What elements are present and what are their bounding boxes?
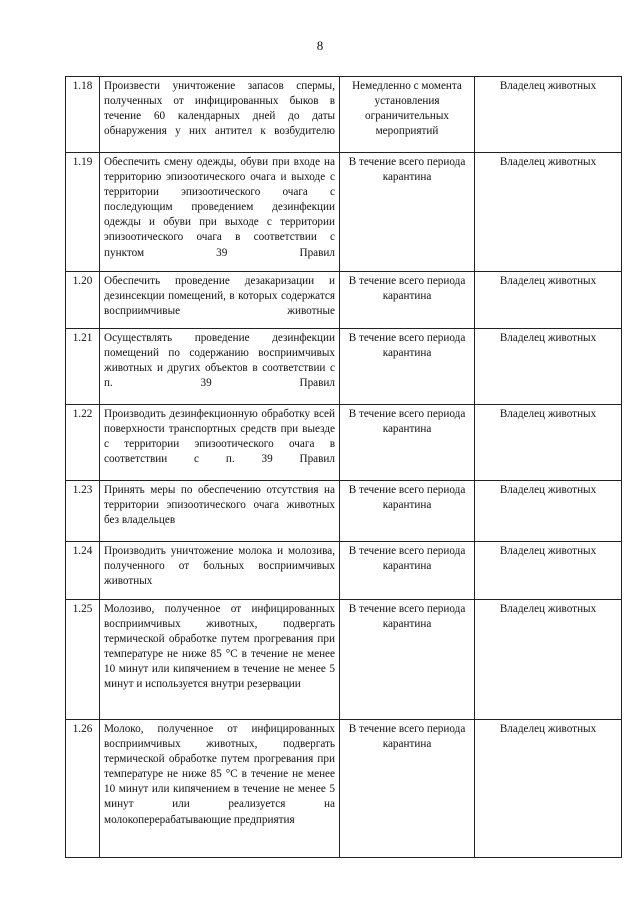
- row-number: 1.20: [66, 272, 100, 329]
- row-number: 1.25: [66, 600, 100, 720]
- table-row: [66, 77, 622, 153]
- row-term: Немедленно с момента установления ограничительных мероприятий: [340, 77, 475, 153]
- table-row: [66, 153, 622, 272]
- table-row: [66, 600, 622, 720]
- row-responsible: Владелец животных: [475, 600, 622, 720]
- row-number: 1.18: [66, 77, 100, 153]
- table-row: [66, 542, 622, 600]
- table-row: [66, 405, 622, 481]
- row-action: Обеспечить проведение дезакаризации и дезинсекции помещений, в которых содержатся восприимчивые животные: [100, 272, 340, 329]
- row-number: 1.23: [66, 481, 100, 542]
- row-responsible: Владелец животных: [475, 405, 622, 481]
- row-term: В течение всего периода карантина: [340, 329, 475, 405]
- row-term: В течение всего периода карантина: [340, 600, 475, 720]
- row-number: 1.21: [66, 329, 100, 405]
- row-term: В течение всего периода карантина: [340, 272, 475, 329]
- row-term: В течение всего периода карантина: [340, 153, 475, 272]
- row-term: В течение всего периода карантина: [340, 481, 475, 542]
- row-responsible: Владелец животных: [475, 481, 622, 542]
- row-action: Произвести уничтожение запасов спермы, полученных от инфицированных быков в течение 60 календарных дней до даты обнаружения у них антител к возбудителю: [100, 77, 340, 153]
- row-number: 1.19: [66, 153, 100, 272]
- row-action: Молоко, полученное от инфицированных восприимчивых животных, подвергать термической обработке путем прогревания при температуре не ниже 85 °С в течение не менее 10 минут или кипячением в течение не менее 5 минут или реализуется на молокоперерабатывающие предприятия: [100, 720, 340, 858]
- table-row: [66, 329, 622, 405]
- row-number: 1.24: [66, 542, 100, 600]
- row-action: Принять меры по обеспечению отсутствия на территории эпизоотического очага животных без владельцев: [100, 481, 340, 542]
- row-action: Производить уничтожение молока и молозива, полученного от больных восприимчивых животных: [100, 542, 340, 600]
- row-term: В течение всего периода карантина: [340, 542, 475, 600]
- table-row: [66, 272, 622, 329]
- row-number: 1.26: [66, 720, 100, 858]
- table-row: [66, 481, 622, 542]
- row-action: Производить дезинфекционную обработку всей поверхности транспортных средств при выезде с территории эпизоотического очага в соответствии с п. 39 Правил: [100, 405, 340, 481]
- row-responsible: Владелец животных: [475, 77, 622, 153]
- row-responsible: Владелец животных: [475, 153, 622, 272]
- row-responsible: Владелец животных: [475, 272, 622, 329]
- table-row: [66, 720, 622, 858]
- row-action: Молозиво, полученное от инфицированных восприимчивых животных, подвергать термической обработке путем прогревания при температуре не ниже 85 °С в течение не менее 10 минут или кипячением в течение не менее 5 минут и используется внутри резервации: [100, 600, 340, 720]
- page-number: 8: [316, 38, 324, 53]
- row-number: 1.22: [66, 405, 100, 481]
- row-term: В течение всего периода карантина: [340, 405, 475, 481]
- row-responsible: Владелец животных: [475, 720, 622, 858]
- row-responsible: Владелец животных: [475, 329, 622, 405]
- row-action: Осуществлять проведение дезинфекции помещений по содержанию восприимчивых животных и других объектов в соответствии с п. 39 Правил: [100, 329, 340, 405]
- row-responsible: Владелец животных: [475, 542, 622, 600]
- row-action: Обеспечить смену одежды, обуви при входе на территорию эпизоотического очага и выходе с территории эпизоотического очага с последующим проведением дезинфекции одежды и обуви при выходе с территории эпизоотического очага в соответствии с пунктом 39 Правил: [100, 153, 340, 272]
- measures-table: [65, 76, 622, 858]
- row-term: В течение всего периода карантина: [340, 720, 475, 858]
